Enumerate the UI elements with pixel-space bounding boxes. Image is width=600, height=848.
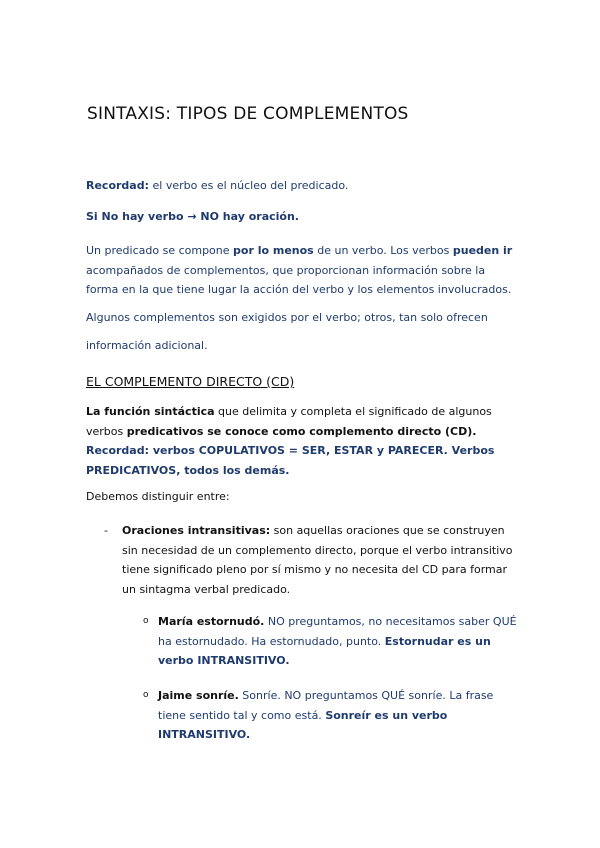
cd-definition xyxy=(86,402,516,480)
intro-algunos-line1: Algunos complementos son exigidos por el verbo; otros, tan solo ofrecen xyxy=(86,311,488,324)
predicado-c: de un verbo. Los verbos xyxy=(313,244,453,257)
predicado-a: Un predicado se compone xyxy=(86,244,234,257)
example-jaime xyxy=(158,686,518,745)
intransitivas-text: son aquellas oraciones que se construyen sin necesidad de un complemento directo, porque el verbo intransitivo tiene significado pleno por sí mismo y no necesita del CD para formar un sintagma verbal predicado. xyxy=(122,524,513,596)
maria-bold: Estornudar es un verbo INTRANSITIVO. xyxy=(158,634,491,667)
cd-def-c: predicativos se conoce como complemento directo (CD). xyxy=(126,424,477,438)
intro-algunos-line2: información adicional. xyxy=(86,339,208,352)
jaime-bold: Sonreír es un verbo INTRANSITIVO. xyxy=(158,708,448,741)
no-verbo-b: NO hay oración. xyxy=(196,210,299,223)
intro-predicado xyxy=(86,241,518,300)
dash-bullet: - xyxy=(104,524,108,537)
intro-recordad xyxy=(86,176,348,196)
cd-distinguir: Debemos distinguir entre: xyxy=(86,490,230,503)
predicado-b: por lo menos xyxy=(233,244,314,257)
jaime-text: Sonríe. NO preguntamos QUÉ sonríe. La frase tiene sentido tal y como está. xyxy=(158,689,494,722)
circle-bullet: o xyxy=(143,690,149,700)
maria-text: NO preguntamos, no necesitamos saber QUÉ ha estornudado. Ha estornudado, punto. xyxy=(158,615,517,648)
jaime-label: Jaime sonríe. xyxy=(158,689,239,702)
circle-bullet: o xyxy=(143,616,149,626)
cd-def-a: La función sintáctica xyxy=(86,405,215,418)
example-maria xyxy=(158,612,518,671)
maria-label: María estornudó. xyxy=(158,615,265,628)
page-title: SINTAXIS: TIPOS DE COMPLEMENTOS xyxy=(87,104,409,124)
predicado-d: pueden ir xyxy=(452,244,513,257)
recordad-text: el verbo es el núcleo del predicado. xyxy=(149,179,349,192)
arrow-right-icon: → xyxy=(187,210,197,223)
intransitivas-label: Oraciones intransitivas: xyxy=(122,524,271,537)
intro-no-verbo xyxy=(86,207,299,227)
no-verbo-a: Si No hay verbo xyxy=(86,210,188,223)
intransitivas-item xyxy=(122,521,522,599)
cd-def-d: Recordad: verbos COPULATIVOS = SER, ESTAR y PARECER. Verbos PREDICATIVOS, todos los demás. xyxy=(86,444,495,477)
cd-def-b: que delimita y completa el significado de algunos verbos xyxy=(86,405,492,438)
predicado-e: acompañados de complementos, que proporcionan información sobre la forma en la que tiene lugar la acción del verbo y los elementos involucrados. xyxy=(86,263,512,296)
recordad-label: Recordad: xyxy=(86,179,150,192)
section-heading-cd: EL COMPLEMENTO DIRECTO (CD) xyxy=(86,374,295,389)
